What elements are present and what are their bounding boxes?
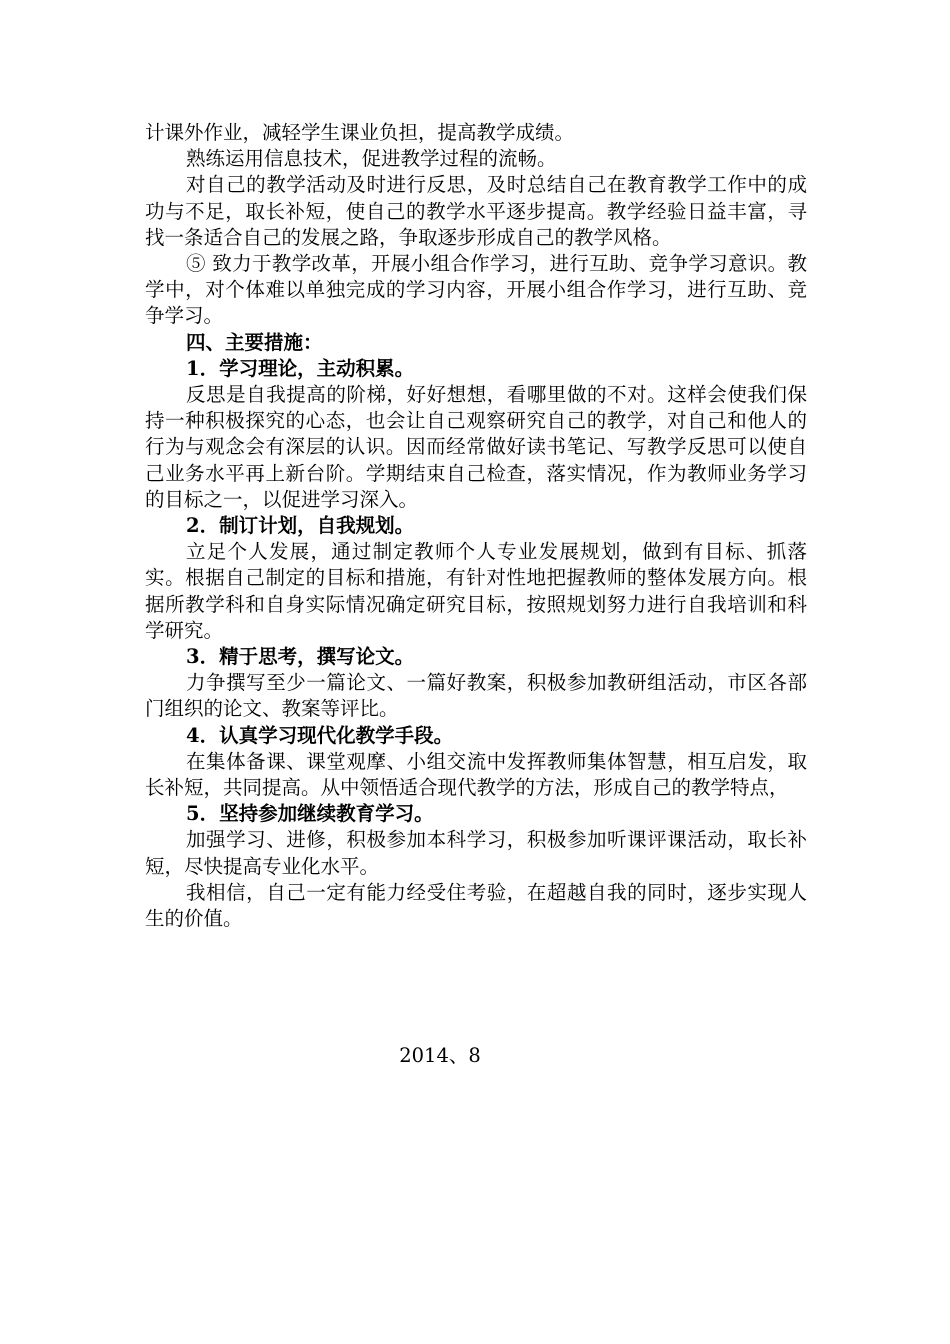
paragraph-theory: 反思是自我提高的阶梯，好好想想，看哪里做的不对。这样会使我们保持一种积极探究的心态，也会让自己观察研究自己的教学，对自己和他人的行为与观念会有深层的认识。因而经常做好读书笔记、写教学反思可以使自己业务水平再上新台阶。学期结束自己检查，落实情况，作为教师业务学习的目标之一，以促进学习深入。 bbox=[145, 383, 807, 511]
section-heading-measures: 四、主要措施： bbox=[186, 330, 323, 354]
paragraph-thesis: 力争撰写至少一篇论文、一篇好教案，积极参加教研组活动，市区各部门组织的论文、教案等评比。 bbox=[145, 671, 807, 721]
paragraph-info-tech: 熟练运用信息技术，促进教学过程的流畅。 bbox=[186, 147, 557, 171]
subheading-theory: 1．学习理论，主动积累。 bbox=[186, 356, 415, 380]
paragraph-conclusion: 我相信，自己一定有能力经受住考验，在超越自我的同时，逐步实现人生的价值。 bbox=[145, 880, 807, 931]
paragraph-continuing-education: 加强学习、进修，积极参加本科学习，积极参加听课评课活动，取长补短，尽快提高专业化水平。 bbox=[145, 828, 807, 878]
paragraph-reflection: 对自己的教学活动及时进行反思，及时总结自己在教育教学工作中的成功与不足，取长补短，使自己的教学水平逐步提高。教学经验日益丰富，寻找一条适合自己的发展之路，争取逐步形成自己的教学风格。 bbox=[145, 173, 807, 249]
subheading-plan: 2．制订计划，自我规划。 bbox=[186, 514, 415, 538]
subheading-modern-teaching: 4．认真学习现代化教学手段。 bbox=[186, 723, 454, 747]
paragraph-reform: ⑤ 致力于教学改革，开展小组合作学习，进行互助、竞争学习意识。教学中，对个体难以单独完成的学习内容，开展小组合作学习，进行互助、竞争学习。 bbox=[145, 252, 807, 328]
paragraph-plan: 立足个人发展，通过制定教师个人专业发展规划，做到有目标、抓落实。根据自己制定的目标和措施，有针对性地把握教师的整体发展方向。根据所教学科和自身实际情况确定研究目标，按照规划努力进行自我培训和科学研究。 bbox=[145, 540, 807, 642]
paragraph-modern-teaching: 在集体备课、课堂观摩、小组交流中发挥教师集体智慧，相互启发，取长补短，共同提高。从中领悟适合现代教学的方法，形成自己的教学特点， bbox=[145, 749, 807, 800]
document-body bbox=[145, 120, 807, 932]
document-date-line bbox=[0, 1043, 950, 1069]
paragraph-homework: 计课外作业，减轻学生课业负担，提高教学成绩。 bbox=[145, 121, 575, 144]
subheading-continuing-education: 5．坚持参加继续教育学习。 bbox=[186, 802, 434, 826]
document-date: 2014、8 bbox=[399, 1044, 481, 1067]
subheading-thesis: 3．精于思考，撰写论文。 bbox=[186, 645, 415, 669]
